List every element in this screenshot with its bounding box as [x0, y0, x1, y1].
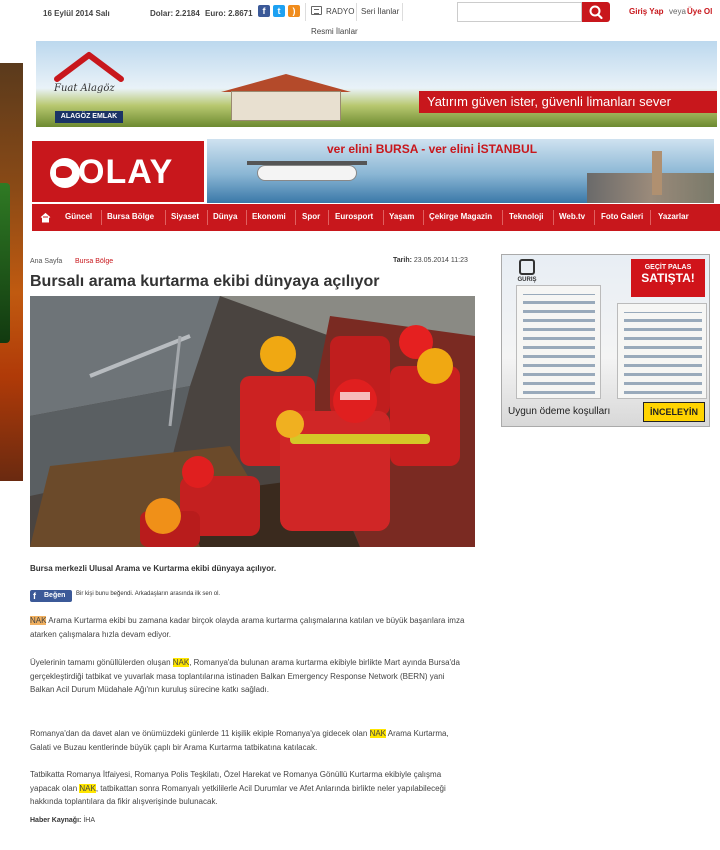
article-paragraph	[30, 614, 470, 641]
alagoz-emlak-logo	[49, 45, 129, 125]
nav-item-dunya[interactable]: Dünya	[213, 212, 238, 221]
rescue-team-photo	[30, 296, 475, 547]
divider	[502, 210, 503, 225]
tower-illustration	[652, 151, 662, 195]
paragraph-text: Romanya'dan da davet alan ve önümüzdeki günlerde 11 kişilik ekiple Romanya'ya gidecek olan	[30, 729, 370, 738]
euro-rate: Euro: 2.8671	[205, 9, 253, 18]
source-label: Haber Kaynağı:	[30, 817, 82, 824]
divider	[383, 210, 384, 225]
ad-slogan: Yatırım güven ister, güvenli limanları sever	[419, 91, 717, 113]
divider	[305, 3, 306, 21]
site-logo-text: OLAY	[78, 153, 174, 191]
twitter-icon[interactable]: t	[273, 5, 285, 17]
nav-item-foto-galeri[interactable]: Foto Galeri	[601, 212, 644, 221]
divider	[101, 210, 102, 225]
bursa-ad-banner[interactable]	[207, 139, 714, 203]
like-label: Beğen	[44, 592, 66, 599]
right-ad-banner[interactable]	[501, 254, 710, 427]
top-bar	[0, 0, 720, 38]
divider	[423, 210, 424, 225]
nav-item-teknoloji[interactable]: Teknoloji	[509, 212, 544, 221]
paragraph-text: , Romanya'da bulunan arama kurtarma ekibiyle birlikte Mart ayında Bursa'da gerçekleştirdiği tatbikat ve yuvarlak masa toplantılarına istinaden Balkan Emergency Response Network (BERN) yani Balkan Acil Durum Müdahale Ağı'nın kuruluş sürecine katkı sağladı.	[30, 658, 460, 694]
globe-icon	[50, 158, 80, 188]
like-text: Bir kişi bunu beğendi. Arkadaşların arasında ilk sen ol.	[76, 591, 221, 597]
house-illustration	[231, 91, 341, 121]
guris-brand: GURIŞ	[517, 277, 537, 283]
divider	[650, 210, 651, 225]
divider	[356, 3, 357, 21]
home-icon[interactable]	[40, 212, 51, 223]
search-input[interactable]	[457, 2, 582, 22]
search-icon	[582, 2, 610, 22]
paragraph-text: Arama Kurtarma ekibi bu zamana kadar birçok olayda arama kurtarma çalışmalarına katılan ve büyük başarılara imza atarken çalışmalara hızla devam ediyor.	[30, 616, 465, 639]
seaplane-illustration	[257, 165, 357, 181]
date-label: Tarih:	[393, 257, 412, 264]
ad-brand-sub: ALAGÖZ EMLAK	[55, 111, 123, 123]
bursa-ad-slogan: ver elini BURSA - ver elini İSTANBUL	[327, 142, 538, 156]
article-date	[393, 257, 468, 264]
ad-headline-1: GEÇİT PALAS	[644, 264, 692, 271]
rss-icon[interactable]: )	[288, 5, 300, 17]
nav-item-eurosport[interactable]: Eurosport	[335, 212, 374, 221]
article-title: Bursalı arama kurtarma ekibi dünyaya açılıyor	[30, 273, 380, 290]
guris-logo	[507, 259, 547, 283]
news-source	[30, 817, 95, 824]
current-date: 16 Eylül 2014 Salı	[43, 9, 110, 18]
nav-item-cekirge-magazin[interactable]: Çekirge Magazin	[429, 212, 493, 221]
register-link[interactable]: Üye Ol	[687, 7, 713, 16]
building-windows	[523, 294, 595, 394]
side-ad-banner[interactable]	[0, 63, 23, 481]
nav-item-spor[interactable]: Spor	[302, 212, 321, 221]
facebook-icon[interactable]: f	[258, 5, 270, 17]
guris-logo-icon	[519, 259, 535, 275]
nav-item-bursa-bolge[interactable]: Bursa Bölge	[107, 212, 155, 221]
resmi-ilanlar-link[interactable]: Resmi İlanlar	[311, 27, 358, 36]
veya-text: veya	[669, 7, 686, 16]
ad-headline-box	[631, 259, 705, 297]
nav-item-webtv[interactable]: Web.tv	[559, 212, 586, 221]
nav-item-siyaset[interactable]: Siyaset	[171, 212, 200, 221]
highlight-nak: NAK	[79, 783, 96, 793]
paragraph-text: Tatbikatta Romanya İtfaiyesi, Romanya Polis Teşkilatı, Özel Harekat ve Romanya Gönüllü Kurtarma ekibiyle çalışma yapacak olan	[30, 770, 442, 793]
site-logo[interactable]	[32, 141, 204, 202]
divider	[553, 210, 554, 225]
paragraph-text: Üyelerinin tamamı gönüllülerden oluşan	[30, 658, 173, 667]
highlight-nak: NAK	[369, 729, 387, 738]
city-illustration	[587, 173, 714, 203]
breadcrumb-category[interactable]: Bursa Bölge	[75, 258, 114, 265]
radio-icon[interactable]	[311, 6, 322, 15]
date-value: 23.05.2014 11:23	[413, 257, 468, 264]
article-photo	[30, 296, 475, 547]
search-button[interactable]	[582, 2, 610, 22]
nav-item-guncel[interactable]: Güncel	[65, 212, 93, 221]
top-ad-banner[interactable]	[36, 41, 717, 127]
ad-brand-name: Fuat Alagöz	[54, 83, 115, 94]
divider	[402, 3, 403, 21]
house-roof-icon	[53, 49, 125, 85]
divider	[165, 210, 166, 225]
paragraph-text: Arama Kurtarma, Galati ve Buzau kentlerinde büyük çaplı bir Arama Kurtarma tatbikatına katılacak.	[30, 729, 449, 752]
article-paragraph	[30, 727, 470, 754]
divider	[246, 210, 247, 225]
building-illustration	[617, 303, 707, 399]
divider	[594, 210, 595, 225]
login-link[interactable]: Giriş Yap	[629, 7, 664, 16]
breadcrumb-home[interactable]: Ana Sayfa	[30, 258, 63, 265]
article-spot: Bursa merkezli Ulusal Arama ve Kurtarma ekibi dünyaya açılıyor.	[30, 564, 277, 573]
building-illustration	[516, 285, 601, 399]
article-paragraph	[30, 656, 470, 697]
ad-cta-button[interactable]: İNCELEYİN	[643, 402, 705, 422]
divider	[295, 210, 296, 225]
main-nav	[32, 204, 720, 231]
nav-item-ekonomi[interactable]: Ekonomi	[252, 212, 286, 221]
paragraph-text: , tatbikattan sonra Romanyalı yetkililerle Acil Durumlar ve Afet Anlarında birlikte neler yapılabileceği hakkında toplantılara da fikir alışverişinde bulunacak.	[30, 783, 446, 806]
radyo-link[interactable]: RADYO	[326, 7, 355, 16]
ad-headline-2: SATIŞTA!	[641, 271, 695, 285]
nav-item-yasam[interactable]: Yaşam	[389, 212, 415, 221]
highlight-nak: NAK	[172, 658, 190, 667]
building-windows	[624, 312, 702, 394]
dolar-rate: Dolar: 2.2184	[150, 9, 200, 18]
article-paragraph	[30, 768, 470, 809]
divider	[207, 210, 208, 225]
house-illustration	[221, 74, 351, 92]
highlight-nak: NAK	[30, 616, 47, 625]
source-value: İHA	[83, 817, 95, 824]
divider	[328, 210, 329, 225]
seri-ilanlar-link[interactable]: Seri İlanlar	[361, 7, 400, 16]
ad-offer-text: Uygun ödeme koşulları	[508, 406, 611, 417]
facebook-like-button[interactable]	[30, 590, 72, 602]
nav-item-yazarlar[interactable]: Yazarlar	[658, 212, 689, 221]
